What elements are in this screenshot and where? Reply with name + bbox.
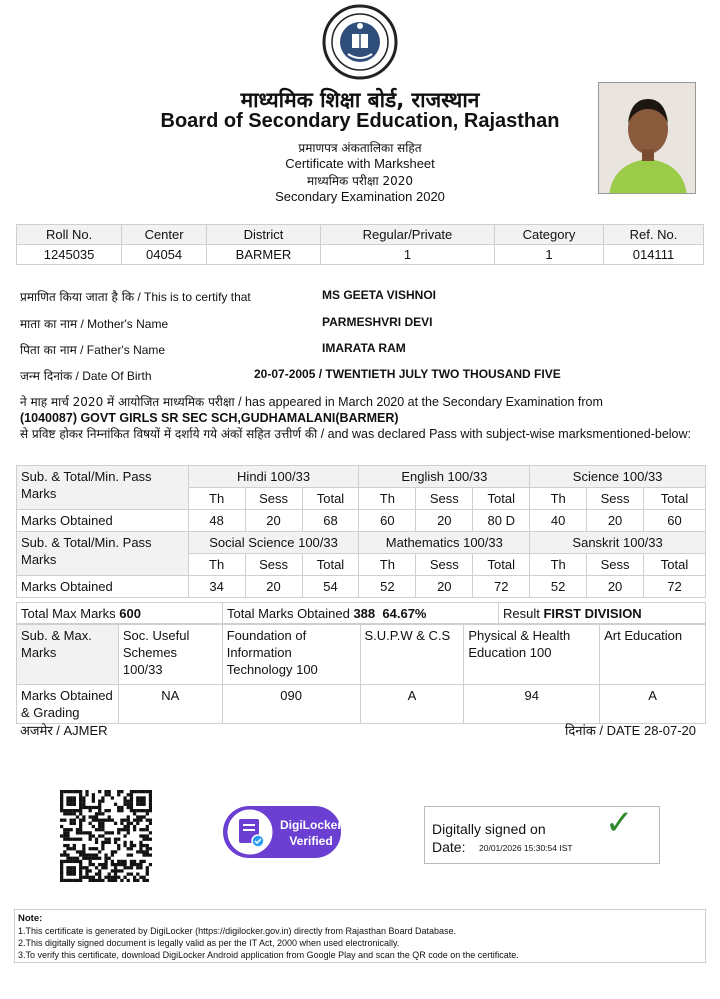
sub-header-th: Th <box>188 488 245 510</box>
mark-value: 20 <box>245 576 302 598</box>
totals-table <box>16 602 706 624</box>
mark-value: 20 <box>245 510 302 532</box>
father-label-hindi: पिता का नाम <box>20 343 77 357</box>
father-label-english: / Father's Name <box>76 343 166 357</box>
sub-header-sess: Sess <box>245 554 302 576</box>
additional-subject: Foundation of Information Technology 100 <box>222 625 360 685</box>
total-max-label: Total Max Marks <box>21 605 120 621</box>
subject-name: Science 100/33 <box>530 466 706 488</box>
additional-value: A <box>360 685 464 724</box>
total-max-marks <box>17 603 223 624</box>
exam-name-hindi: माध्यमिक परीक्षा 2020 <box>307 174 413 188</box>
sub-header-sess: Sess <box>416 488 473 510</box>
note-item: 1.This certificate is generated by DigiLocker (https://digilocker.gov.in) directly from Rajasthan Board Database. <box>18 926 457 936</box>
mark-value: 72 <box>644 576 706 598</box>
note-item: 2.This digitally signed document is legally valid as per the IT Act, 2000 when used electronically. <box>18 938 400 948</box>
additional-subjects-table <box>16 624 706 724</box>
mark-value: 52 <box>359 576 416 598</box>
digilocker-text <box>280 817 342 849</box>
mark-value: 20 <box>416 576 473 598</box>
subject-name: English 100/33 <box>359 466 530 488</box>
additional-value: 94 <box>464 685 600 724</box>
marks-table <box>16 465 706 598</box>
digilocker-line2: Verified <box>289 834 333 848</box>
statement-line3-hindi: से प्रविष्ट होकर निम्नांकित विषयों में दर्शाये गये अंकों सहित उत्तीर्ण की <box>20 427 318 441</box>
signed-label: Digitally signed on <box>432 821 546 837</box>
total-marks-obtained <box>223 603 499 624</box>
mother-name: PARMESHVRI DEVI <box>322 315 433 329</box>
board-name-hindi: माध्यमिक शिक्षा बोर्ड, राजस्थान <box>240 88 480 112</box>
info-header: Center <box>122 225 207 245</box>
mark-value: 68 <box>302 510 359 532</box>
sub-header-sess: Sess <box>587 488 644 510</box>
statement-line1-english: / has appeared in March 2020 at the Secondary Examination from <box>234 395 603 409</box>
sub-header-total: Total <box>473 554 530 576</box>
mark-value: 60 <box>359 510 416 532</box>
board-name-english: Board of Secondary Education, Rajasthan <box>160 110 560 132</box>
marks-obtained-label: Marks Obtained <box>17 510 189 532</box>
percentage-value: 64.67% <box>382 605 427 621</box>
digilocker-line1: DigiLocker <box>280 818 343 832</box>
dob-label-hindi: जन्म दिनांक <box>20 369 73 383</box>
exam-name-english: Secondary Examination 2020 <box>275 189 445 204</box>
signed-date-label: Date: <box>432 839 466 855</box>
mark-value: 40 <box>530 510 587 532</box>
statement-line1-hindi: ने माह मार्च 2020 में आयोजित माध्यमिक परीक्षा <box>20 395 235 409</box>
dob-value: 20-07-2005 / TWENTIETH JULY TWO THOUSAND FIVE <box>254 367 561 381</box>
mark-value: 72 <box>473 576 530 598</box>
info-header: Ref. No. <box>603 225 703 245</box>
additional-subject: Art Education <box>600 625 706 685</box>
signed-date-value: 20/01/2026 15:30:54 IST <box>479 843 573 853</box>
result-label: Result <box>503 605 544 621</box>
note-item: 3.To verify this certificate, download DigiLocker Android application from Google Play and scan the QR code on the certificate. <box>18 950 519 960</box>
father-name: IMARATA RAM <box>322 341 406 355</box>
info-header: Regular/Private <box>320 225 494 245</box>
total-obtained-value: 388 <box>353 605 376 621</box>
total-obtained-label: Total Marks Obtained <box>227 605 354 621</box>
roll-no-value: 1245035 <box>17 245 122 265</box>
marks-obtained-label: Marks Obtained <box>17 576 189 598</box>
info-header: Roll No. <box>17 225 122 245</box>
statement-paragraph <box>20 394 710 442</box>
name-label-english: / This is to certify that <box>134 290 251 304</box>
dob-label-english: / Date Of Birth <box>72 369 152 383</box>
additional-subject: Physical & Health Education 100 <box>464 625 600 685</box>
check-mark-icon: ✓ <box>605 803 634 843</box>
issue-place: अजमेर / AJMER <box>20 723 108 738</box>
subject-name: Social Science 100/33 <box>188 532 359 554</box>
mark-value: 48 <box>188 510 245 532</box>
issue-date: दिनांक / DATE 28-07-20 <box>564 723 696 738</box>
subject-header-label: Sub. & Total/Min. Pass Marks <box>17 466 189 510</box>
center-value: 04054 <box>122 245 207 265</box>
additional-subject: S.U.P.W & C.S <box>360 625 464 685</box>
mark-value: 80 D <box>473 510 530 532</box>
result-value: FIRST DIVISION <box>543 605 642 621</box>
sub-header-th: Th <box>359 488 416 510</box>
ref-no-value: 014111 <box>603 245 703 265</box>
info-header: Category <box>494 225 603 245</box>
mark-value: 34 <box>188 576 245 598</box>
category-value: 1 <box>494 245 603 265</box>
sub-header-sess: Sess <box>416 554 473 576</box>
sub-header-th: Th <box>530 554 587 576</box>
student-name: MS GEETA VISHNOI <box>322 288 437 302</box>
mother-line <box>20 315 433 332</box>
additional-value: NA <box>118 685 222 724</box>
regular-private-value: 1 <box>320 245 494 265</box>
mark-value: 60 <box>644 510 706 532</box>
total-max-value: 600 <box>119 605 141 621</box>
subject-header-label: Sub. & Total/Min. Pass Marks <box>17 532 189 576</box>
certificate-title-hindi: प्रमाणपत्र अंकतालिका सहित <box>298 141 422 155</box>
note-title: Note: <box>18 913 43 924</box>
mark-value: 20 <box>587 576 644 598</box>
additional-value: 090 <box>222 685 360 724</box>
name-label-hindi: प्रमाणित किया जाता है कि <box>20 290 135 304</box>
candidate-info-table <box>16 224 704 265</box>
subject-name: Hindi 100/33 <box>188 466 359 488</box>
mother-label-hindi: माता का नाम <box>20 317 78 331</box>
additional-subject: Soc. Useful Schemes 100/33 <box>118 625 222 685</box>
certificate-title-english: Certificate with Marksheet <box>285 156 435 171</box>
statement-line3-english: / and was declared Pass with subject-wise marksmentioned-below: <box>317 427 691 441</box>
subject-name: Mathematics 100/33 <box>359 532 530 554</box>
sub-header-th: Th <box>530 488 587 510</box>
result <box>499 603 706 624</box>
additional-header-label: Sub. & Max. Marks <box>17 625 119 685</box>
mark-value: 20 <box>416 510 473 532</box>
district-value: BARMER <box>206 245 320 265</box>
sub-header-sess: Sess <box>245 488 302 510</box>
dob-line <box>20 367 561 384</box>
school-name: (1040087) GOVT GIRLS SR SEC SCH,GUDHAMALANI(BARMER) <box>20 411 399 425</box>
sub-header-total: Total <box>644 554 706 576</box>
sub-header-th: Th <box>188 554 245 576</box>
qr-code-icon[interactable] <box>60 790 152 882</box>
sub-header-total: Total <box>644 488 706 510</box>
sub-header-total: Total <box>302 554 359 576</box>
mark-value: 52 <box>530 576 587 598</box>
subject-name: Sanskrit 100/33 <box>530 532 706 554</box>
digital-signature-box <box>424 803 660 864</box>
sub-header-sess: Sess <box>587 554 644 576</box>
mark-value: 20 <box>587 510 644 532</box>
sub-header-total: Total <box>473 488 530 510</box>
note-box <box>14 909 706 963</box>
info-header: District <box>206 225 320 245</box>
board-seal-icon <box>322 4 398 80</box>
sub-header-th: Th <box>359 554 416 576</box>
mark-value: 54 <box>302 576 359 598</box>
sub-header-total: Total <box>302 488 359 510</box>
mother-label-english: / Mother's Name <box>77 317 169 331</box>
additional-value: A <box>600 685 706 724</box>
additional-obtained-label: Marks Obtained & Grading <box>17 685 119 724</box>
father-line <box>20 341 406 358</box>
name-line <box>20 288 437 305</box>
